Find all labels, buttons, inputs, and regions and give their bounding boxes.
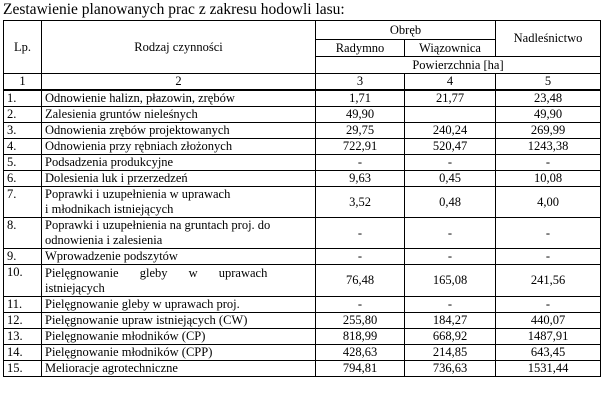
header-nadlesnictwo: Nadleśnictwo [496, 21, 601, 57]
row-radymno: - [316, 155, 405, 171]
row-radymno: 818,99 [316, 329, 405, 345]
row-lp: 15. [4, 361, 42, 377]
row-wiazownica: 240,24 [405, 123, 496, 139]
header-row-top [4, 21, 601, 40]
row-radymno: 9,63 [316, 171, 405, 187]
row-wiazownica: 736,63 [405, 361, 496, 377]
row-radymno: 428,63 [316, 345, 405, 361]
row-activity: Odnowienia zrębów projektowanych [42, 123, 316, 139]
table-row [4, 265, 601, 297]
row-lp: 12. [4, 313, 42, 329]
column-number: 4 [405, 74, 496, 91]
row-total: 269,99 [496, 123, 601, 139]
row-wiazownica: 0,45 [405, 171, 496, 187]
row-radymno: - [316, 218, 405, 249]
header-obreb: Obręb [316, 21, 496, 40]
row-activity: Odnowienie halizn, płazowin, zrębów [42, 90, 316, 107]
row-wiazownica [405, 107, 496, 123]
row-total: 10,08 [496, 171, 601, 187]
row-total: 49,90 [496, 107, 601, 123]
table-row [4, 123, 601, 139]
row-radymno: 794,81 [316, 361, 405, 377]
row-total: 23,48 [496, 90, 601, 107]
table-row [4, 313, 601, 329]
row-lp: 11. [4, 297, 42, 313]
row-activity-line: i młodnikach istniejących [45, 202, 174, 216]
row-lp: 13. [4, 329, 42, 345]
forestry-works-table [3, 20, 601, 377]
row-activity: Pielęgnowanie upraw istniejących (CW) [42, 313, 316, 329]
row-activity [42, 218, 316, 249]
column-number: 2 [42, 74, 316, 91]
row-activity-line: odnowienia i zalesienia [45, 233, 163, 247]
row-radymno: 722,91 [316, 139, 405, 155]
row-wiazownica: 165,08 [405, 265, 496, 297]
row-total: 643,45 [496, 345, 601, 361]
row-wiazownica: - [405, 249, 496, 265]
row-wiazownica: - [405, 297, 496, 313]
header-radymno: Radymno [316, 40, 405, 57]
row-radymno: 49,90 [316, 107, 405, 123]
row-radymno: - [316, 297, 405, 313]
header-wiazownica: Wiązownica [405, 40, 496, 57]
row-lp: 1. [4, 90, 42, 107]
column-number: 3 [316, 74, 405, 91]
row-activity: Melioracje agrotechniczne [42, 361, 316, 377]
row-total: - [496, 249, 601, 265]
row-radymno: 255,80 [316, 313, 405, 329]
row-activity: Pielęgnowanie gleby w uprawach proj. [42, 297, 316, 313]
table-row [4, 90, 601, 107]
row-lp: 3. [4, 123, 42, 139]
row-wiazownica: 21,77 [405, 90, 496, 107]
row-wiazownica: 668,92 [405, 329, 496, 345]
row-total: 241,56 [496, 265, 601, 297]
row-total: 440,07 [496, 313, 601, 329]
row-lp: 7. [4, 187, 42, 218]
row-lp: 8. [4, 218, 42, 249]
table-row [4, 139, 601, 155]
row-radymno: 29,75 [316, 123, 405, 139]
row-total: 1487,91 [496, 329, 601, 345]
row-wiazownica: 0,48 [405, 187, 496, 218]
header-activity: Rodzaj czynności [42, 21, 316, 74]
row-activity: Odnowienia przy rębniach złożonych [42, 139, 316, 155]
row-radymno: 3,52 [316, 187, 405, 218]
row-lp: 9. [4, 249, 42, 265]
page-title: Zestawienie planowanych prac z zakresu hodowli lasu: [3, 1, 345, 18]
table-row [4, 345, 601, 361]
header-lp: Lp. [4, 21, 42, 74]
row-wiazownica: - [405, 155, 496, 171]
row-activity: Pielęgnowanie młodników (CP) [42, 329, 316, 345]
row-activity: Podsadzenia produkcyjne [42, 155, 316, 171]
table-row [4, 218, 601, 249]
row-total: - [496, 155, 601, 171]
row-lp: 2. [4, 107, 42, 123]
row-total: 4,00 [496, 187, 601, 218]
row-activity-line: Poprawki i uzupełnienia w uprawach [45, 187, 231, 201]
row-lp: 5. [4, 155, 42, 171]
row-radymno: 1,71 [316, 90, 405, 107]
row-total: 1243,38 [496, 139, 601, 155]
row-activity [42, 265, 316, 297]
header-area: Powierzchnia [ha] [316, 57, 601, 74]
row-activity-line: istniejących [45, 280, 105, 295]
row-activity-line: Pielęgnowanie gleby w uprawach [45, 265, 268, 280]
row-activity [42, 187, 316, 218]
table-row [4, 171, 601, 187]
column-number: 5 [496, 74, 601, 91]
row-total: 1531,44 [496, 361, 601, 377]
table-row [4, 329, 601, 345]
row-activity: Dolesienia luk i przerzedzeń [42, 171, 316, 187]
table-row [4, 361, 601, 377]
row-activity: Zalesienia gruntów nieleśnych [42, 107, 316, 123]
row-radymno: 76,48 [316, 265, 405, 297]
table-row [4, 107, 601, 123]
table-row [4, 187, 601, 218]
row-activity: Pielęgnowanie młodników (CPP) [42, 345, 316, 361]
row-lp: 10. [4, 265, 42, 297]
row-radymno: - [316, 249, 405, 265]
row-activity-line: Poprawki i uzupełnienia na gruntach proj. do [45, 218, 271, 232]
row-lp: 14. [4, 345, 42, 361]
header-row-numbers [4, 74, 601, 91]
table-row [4, 297, 601, 313]
table-row [4, 249, 601, 265]
row-wiazownica: 214,85 [405, 345, 496, 361]
row-wiazownica: 184,27 [405, 313, 496, 329]
row-activity: Wprowadzenie podszytów [42, 249, 316, 265]
row-wiazownica: - [405, 218, 496, 249]
row-lp: 6. [4, 171, 42, 187]
row-total: - [496, 297, 601, 313]
row-lp: 4. [4, 139, 42, 155]
row-wiazownica: 520,47 [405, 139, 496, 155]
row-total: - [496, 218, 601, 249]
column-number: 1 [4, 74, 42, 91]
table-row [4, 155, 601, 171]
